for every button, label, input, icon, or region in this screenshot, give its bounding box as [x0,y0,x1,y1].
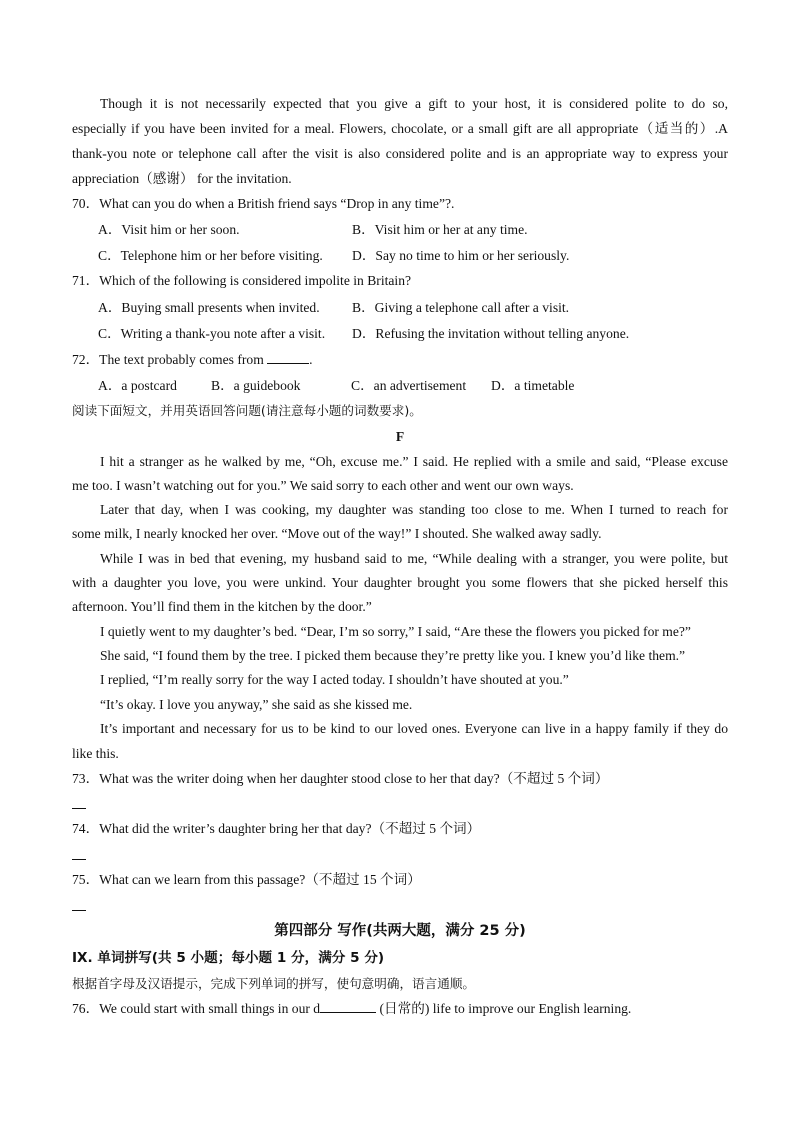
question-76-text-after: (日常的) life to improve our English learning. [376,1001,632,1016]
passage-f-p7: “It’s okay. I love you anyway,” she said as she kissed me. [100,697,413,712]
section-9-title: IX. 单词拼写(共 5 小题；每小题 1 分，满分 5 分) [72,950,385,966]
passage-f-p4: I quietly went to my daughter’s bed. “Dear, I’m so sorry,” I said, “Are these the flowers you picked for me?” [100,624,691,639]
question-71-stem: 71．Which of the following is considered impolite in Britain? [72,273,412,288]
question-76-text-before: 76．We could start with small things in our d [72,1001,321,1016]
passage-f-p3-line-2: with a daughter you love, you were unkind. Your daughter brought you some flowers that she picked herself this [72,575,728,590]
passage-f-p2-line-1: Later that day, when I was cooking, my daughter was standing too close to me. When I turned to reach for [100,502,728,517]
question-71-option-b: B．Giving a telephone call after a visit. [352,300,570,315]
question-71-option-d: D．Refusing the invitation without telling anyone. [352,326,630,341]
passage-f-p1-line-2: me too. I wasn’t watching out for you.” We said sorry to each other and went our own ways. [72,478,574,493]
question-72-option-d: D．a timetable [491,378,575,393]
passage-f-p5: She said, “I found them by the tree. I picked them because they’re pretty like you. I knew you’d like them.” [100,648,686,663]
question-70-option-a: A．Visit him or her soon. [98,222,240,237]
passage-f-p2-line-2: some milk, I nearly knocked her over. “Move out of the way!” I shouted. She walked away sadly. [72,526,602,541]
passage-e-line-2: especially if you have been invited for a meal. Flowers, chocolate, or a small gift are all appropriate（适当的）.A [72,121,728,136]
passage-f-p8-line-2: like this. [72,746,119,761]
question-71-option-a: A．Buying small presents when invited. [98,300,320,315]
passage-f-p8-line-1: It’s important and necessary for us to be kind to our loved ones. Everyone can live in a happy family if they do [100,721,728,736]
passage-e-line-1: Though it is not necessarily expected that you give a gift to your host, it is considered polite to do so, [100,96,728,111]
question-72-stem-text: 72．The text probably comes from [72,352,268,367]
question-72-option-b: B．a guidebook [211,378,301,393]
question-73: 73．What was the writer doing when her daughter stood close to her that day?（不超过 5 个词） [72,771,609,786]
part-4-title: 第四部分 写作(共两大题，满分 25 分) [274,923,526,939]
question-74: 74．What did the writer’s daughter bring her that day?（不超过 5 个词） [72,821,481,836]
answer-blank-76 [320,1000,376,1013]
question-71-option-c: C．Writing a thank-you note after a visit. [98,326,326,341]
question-72-option-c: C．an advertisement [351,378,467,393]
passage-f-p1-line-1: I hit a stranger as he walked by me, “Oh, excuse me.” I said. He replied with a smile and said, “Please excuse [100,454,728,469]
question-70-option-d: D．Say no time to him or her seriously. [352,248,570,263]
answer-blank [267,351,309,364]
passage-f-p3-line-1: While I was in bed that evening, my husband said to me, “While dealing with a stranger, you were polite, but [100,551,728,566]
answer-line-74 [72,859,86,860]
passage-f-p6: I replied, “I’m really sorry for the way I acted today. I shouldn’t have shouted at you.” [100,672,569,687]
passage-f-p3-line-3: afternoon. You’ll find them in the kitchen by the door.” [72,599,372,614]
question-72-stem [72,351,728,369]
instruction-f: 阅读下面短文，并用英语回答问题(请注意每小题的词数要求)。 [72,403,422,418]
question-76 [72,1000,728,1018]
section-9-instruction: 根据首字母及汉语提示，完成下列单词的拼写，使句意明确，语言通顺。 [72,976,475,991]
question-72-option-a: A．a postcard [98,378,177,393]
question-75: 75．What can we learn from this passage?（不超过 15 个词） [72,872,421,887]
passage-f-letter: F [395,429,405,444]
passage-e-line-4: appreciation（感谢） for the invitation. [72,171,292,186]
answer-line-75 [72,910,86,911]
question-70-option-c: C．Telephone him or her before visiting. [98,248,323,263]
question-70-stem: 70．What can you do when a British friend says “Drop in any time”?. [72,196,455,211]
passage-e-line-3: thank-you note or telephone call after the visit is also considered polite and is an appropriate way to express your [72,146,728,161]
question-72-stem-end: . [309,352,313,367]
question-70-option-b: B．Visit him or her at any time. [352,222,528,237]
answer-line-73 [72,808,86,809]
